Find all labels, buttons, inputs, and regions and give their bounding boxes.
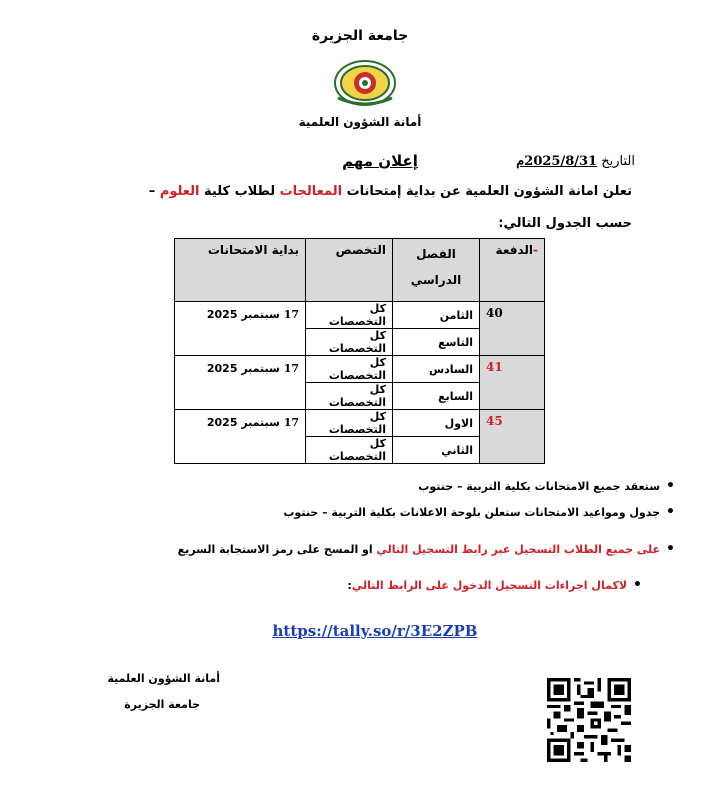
list-item: •على جميع الطلاب التسجيل عبر رابط التسجيل التالي او المسح على رمز الاستجابة السريع <box>177 541 675 557</box>
semester-cell: السابع <box>393 383 480 410</box>
table-row <box>175 410 545 437</box>
qr-code-icon[interactable] <box>540 678 638 762</box>
date-value: 2025/8/31م <box>516 154 598 169</box>
bullet-icon: • <box>666 504 675 520</box>
header-exam-start: بداية الامتحانات <box>175 239 306 302</box>
semester-cell: الثامن <box>393 302 480 329</box>
bullet-icon: • <box>666 478 675 494</box>
intro-mid: لطلاب كلية <box>199 184 280 199</box>
exam-schedule-table <box>174 238 545 464</box>
table-header-row <box>175 239 545 302</box>
signature-department: أمانة الشؤون العلمية <box>107 672 220 685</box>
intro-highlight-faculty: العلوم <box>159 184 200 199</box>
header-batch: -الدفعة <box>480 239 545 302</box>
notice-intro <box>72 184 632 199</box>
batch-cell: 45 <box>480 410 545 464</box>
bullet-icon: • <box>633 577 642 593</box>
department-title: أمانة الشؤون العلمية <box>298 115 422 129</box>
table-row <box>175 302 545 329</box>
notice-date <box>455 154 635 169</box>
registration-link[interactable]: https://tally.so/r/3E2ZPB <box>272 622 478 640</box>
batch-cell: 41 <box>480 356 545 410</box>
specialty-cell: كل التخصصات <box>306 437 393 464</box>
specialty-cell: كل التخصصات <box>306 410 393 437</box>
exam-date-cell: 17 سبتمبر 2025 <box>175 410 306 464</box>
batch-prefix: - <box>533 243 538 257</box>
intro-prefix: تعلن امانة الشؤون العلمية عن بداية إمتحانات <box>342 184 632 199</box>
semester-cell: التاسع <box>393 329 480 356</box>
specialty-cell: كل التخصصات <box>306 329 393 356</box>
header-semester: الفصل الدراسي <box>393 239 480 302</box>
list-item: •ستعقد جميع الامتحانات بكلية التربية – حنتوب <box>418 478 675 494</box>
signature-university: جامعة الجزيرة <box>124 698 200 711</box>
semester-cell: الثاني <box>393 437 480 464</box>
university-seal-icon <box>330 58 400 108</box>
intro-suffix: – <box>148 184 160 199</box>
bullet-icon: • <box>666 541 675 557</box>
semester-cell: الاول <box>393 410 480 437</box>
specialty-cell: كل التخصصات <box>306 383 393 410</box>
intro-highlight-exams: المعالجات <box>279 184 343 199</box>
list-item: •لاكمال اجراءات التسجيل الدخول على الرابط التالي: <box>347 577 642 593</box>
schedule-label: حسب الجدول التالي: <box>498 216 632 231</box>
specialty-cell: كل التخصصات <box>306 356 393 383</box>
exam-date-cell: 17 سبتمبر 2025 <box>175 302 306 356</box>
list-item: •جدول ومواعيد الامتحانات ستعلن بلوحة الاعلانات بكلية التربية – حنتوب <box>283 504 675 520</box>
date-label: التاريخ <box>601 154 635 169</box>
semester-cell: السادس <box>393 356 480 383</box>
notice-title: إعلان مهم <box>342 152 418 170</box>
specialty-cell: كل التخصصات <box>306 302 393 329</box>
table-row <box>175 356 545 383</box>
batch-cell: 40 <box>480 302 545 356</box>
university-title: جامعة الجزيرة <box>311 28 409 44</box>
header-specialty: التخصص <box>306 239 393 302</box>
exam-date-cell: 17 سبتمبر 2025 <box>175 356 306 410</box>
